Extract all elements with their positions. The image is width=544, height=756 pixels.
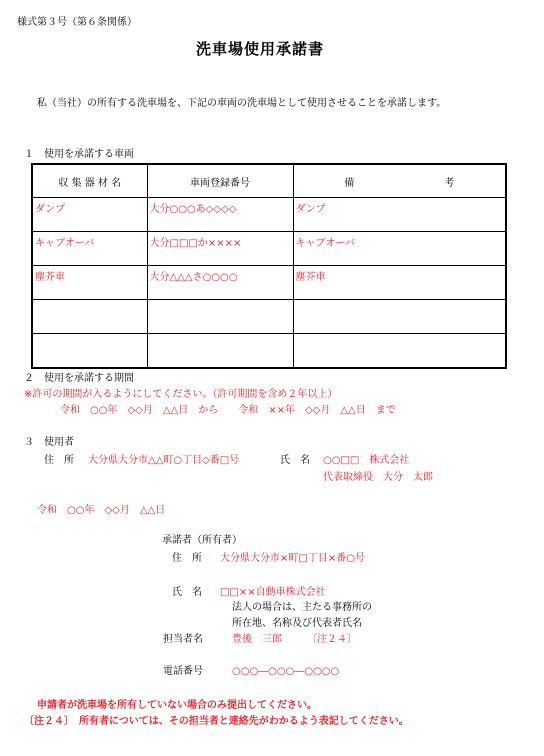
table-row — [32, 266, 506, 300]
contact-note-ref: 〔注２４〕 — [307, 634, 357, 645]
table-row — [32, 334, 506, 369]
table-row — [32, 232, 506, 266]
user-name-label: 氏 名 — [280, 455, 310, 466]
registration-number-cell: 大分△△△さ○○○○ — [147, 266, 293, 300]
registration-number-cell: 大分○○○あ◇◇◇◇ — [147, 198, 293, 232]
approver-address: 大分県大分市×町□丁目×番○号 — [220, 553, 365, 564]
corporate-note-line1: 法人の場合は、主たる事務所の — [232, 602, 372, 613]
remarks-cell: キャブオーバ — [293, 232, 506, 266]
column-header: 備 考 — [293, 164, 506, 198]
contact-person: 豊後 三郎 — [232, 634, 282, 645]
remarks-cell: 塵芥車 — [293, 266, 506, 300]
user-address: 大分県大分市△△町○丁目◇番□号 — [88, 455, 240, 466]
corporate-note-line2: 所在地、名称及び代表者氏名 — [232, 618, 362, 629]
column-header: 収 集 器 材 名 — [32, 164, 147, 198]
equipment-name-cell — [32, 300, 147, 334]
remarks-cell: ダンプ — [293, 198, 506, 232]
form-number: 様式第３号（第６条関係） — [17, 17, 137, 28]
registration-number-cell: 大分□□□か×××× — [147, 232, 293, 266]
user-company: ○○□□ 株式会社 — [323, 455, 410, 466]
approver-address-label: 住 所 — [172, 553, 202, 564]
phone-number: ○○○―○○○―○○○○ — [232, 666, 340, 677]
table-row — [32, 198, 506, 232]
period-note: ※許可の期間が入るようにしてください。（許可期間を含め２年以上） — [24, 389, 338, 400]
remarks-cell — [293, 300, 506, 334]
table-header-row — [32, 164, 506, 198]
period-range: 令和 ○○年 ◇◇月 △△日 から 令和 ××年 ◇◇月 △△日 まで — [60, 405, 396, 416]
user-date: 令和 ○○年 ◇◇月 △△日 — [37, 505, 166, 516]
contact-label: 担当者名 — [163, 634, 203, 645]
approver-heading: 承諾者（所有者） — [162, 535, 242, 546]
equipment-name-cell: キャブオーバ — [32, 232, 147, 266]
equipment-name-cell: 塵芥車 — [32, 266, 147, 300]
registration-number-cell — [147, 334, 293, 369]
user-representative: 代表取締役 大分 太郎 — [323, 472, 433, 483]
equipment-name-cell — [32, 334, 147, 369]
equipment-name-cell: ダンプ — [32, 198, 147, 232]
vehicle-table — [31, 163, 507, 369]
footer-note-1: 申請者が洗車場を所有していない場合のみ提出してください。 — [37, 700, 317, 711]
table-row — [32, 300, 506, 334]
section1-heading: １ 使用を承諾する車両 — [24, 149, 134, 160]
approver-name-label: 氏 名 — [172, 587, 202, 598]
user-address-label: 住 所 — [44, 455, 74, 466]
approver-name: □□××自動車株式会社 — [220, 587, 326, 598]
remarks-cell — [293, 334, 506, 369]
page-title: 洗車場使用承諾書 — [196, 40, 325, 58]
intro-text: 私（当社）の所有する洗車場を、下記の車両の洗車場として使用させることを承諾します。 — [37, 98, 447, 109]
section2-heading: ２ 使用を承諾する期間 — [24, 373, 134, 384]
phone-label: 電話番号 — [163, 666, 203, 677]
registration-number-cell — [147, 300, 293, 334]
column-header: 車両登録番号 — [147, 164, 293, 198]
footer-note-2: 〔注２４〕 所有者については、その担当者と連絡先がわかるよう表記してください。 — [24, 716, 409, 727]
section3-heading: ３ 使用者 — [24, 437, 74, 448]
